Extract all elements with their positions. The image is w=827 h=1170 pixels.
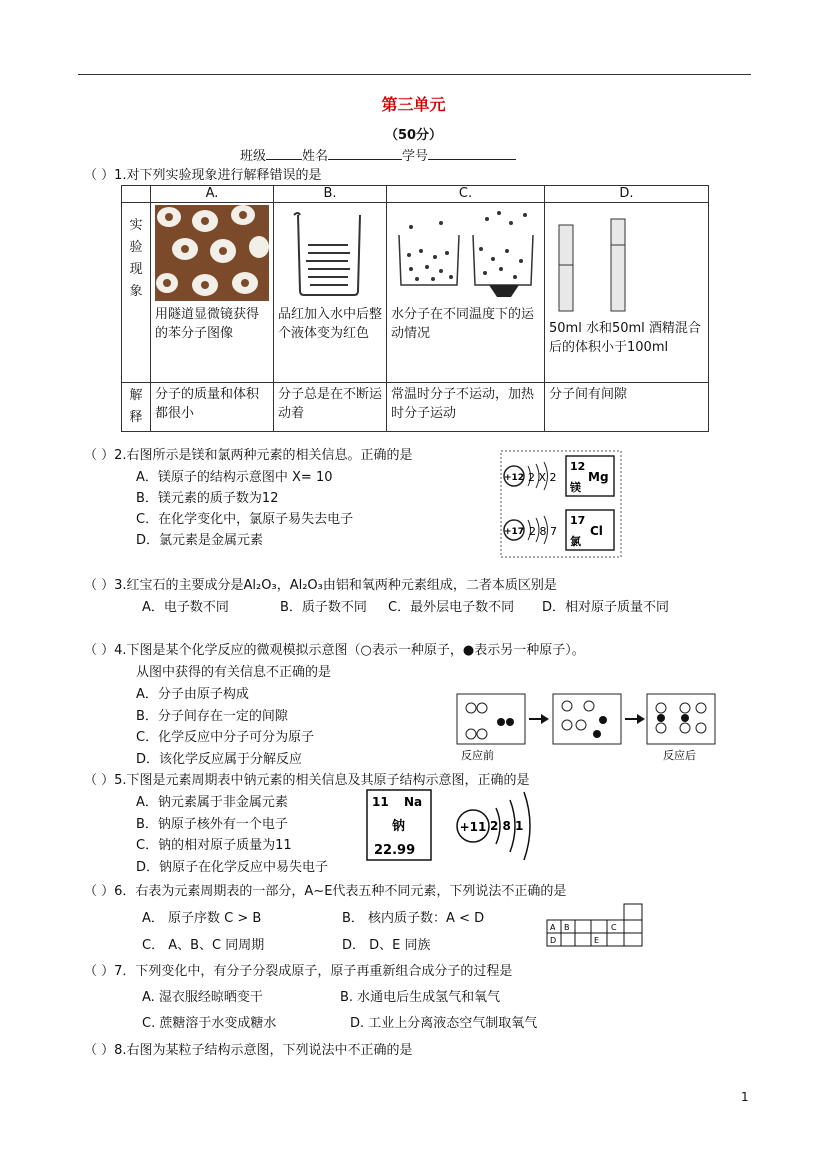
q3-stem: 3.红宝石的主要成分是Al₂O₃，Al₂O₃由铝和氧两种元素组成，二者本质区别是 <box>114 578 557 593</box>
q4-option-b: B．分子间存在一定的间隙 <box>136 709 288 724</box>
q6-answer-paren[interactable]: （ ） <box>84 884 115 899</box>
id-blank[interactable] <box>428 147 516 160</box>
cell-e: E <box>594 936 600 945</box>
q7-option-c: C. 蔗糖溶于水变成糖水 <box>142 1016 277 1031</box>
q6-option-b: B． 核内质子数：A < D <box>342 911 485 926</box>
q1-cell-c <box>387 203 545 383</box>
name-label: 姓名 <box>302 149 329 164</box>
q1-explanation-d: 分子间有间隙 <box>545 383 709 432</box>
q1-col-d: D. <box>545 186 709 203</box>
q2-stem: 2.右图所示是镁和氯两种元素的相关信息。正确的是 <box>114 448 413 463</box>
q5-option-d: D．钠原子在化学反应中易失电子 <box>136 860 329 875</box>
q6-option-a: A． 原子序数 C > B <box>142 911 262 926</box>
q4-answer-paren[interactable]: （ ） <box>84 643 115 658</box>
q5-stem: 5.下图是元素周期表中钠元素的相关信息及其原子结构示意图，正确的是 <box>114 773 530 788</box>
cl-number: 17 <box>570 514 586 527</box>
q1-table <box>121 185 709 432</box>
cell-d: D <box>550 936 557 945</box>
q8-stem: 8.右图为某粒子结构示意图，下列说法中不正确的是 <box>114 1043 413 1058</box>
q1-corner <box>122 186 151 203</box>
q5-answer-paren[interactable]: （ ） <box>84 773 115 788</box>
q1-question <box>84 164 322 183</box>
page-title: 第三单元 <box>381 95 446 114</box>
na-mass: 22.99 <box>374 843 416 858</box>
na-number: 11 <box>372 795 389 809</box>
q3-option-a: A．电子数不同 <box>142 600 229 615</box>
q4-option-a: A．分子由原子构成 <box>136 687 249 702</box>
na-name: 钠 <box>392 819 406 834</box>
header-rule <box>78 74 751 75</box>
q8-answer-paren[interactable]: （ ） <box>84 1043 115 1058</box>
mg-nucleus: +12 <box>503 473 525 483</box>
q4-option-d: D．该化学反应属于分解反应 <box>136 752 303 767</box>
q2-option-a: A．镁原子的结构示意图中 X= 10 <box>136 470 333 485</box>
mg-name: 镁 <box>570 481 581 494</box>
q4-stem: 4.下图是某个化学反应的微观模拟示意图（○表示一种原子，●表示另一种原子）。 <box>114 643 585 658</box>
q4-reaction-figure <box>455 692 731 764</box>
q1-explanation-a: 分子的质量和体积都很小 <box>151 383 274 432</box>
q5-question <box>84 769 530 788</box>
q1-phenomenon-c: 水分子在不同温度下的运动情况 <box>391 307 535 341</box>
cl-symbol: Cl <box>590 524 603 538</box>
q7-option-d: D. 工业上分离液态空气制取氧气 <box>350 1016 538 1031</box>
name-blank[interactable] <box>328 147 402 160</box>
q4-after-label: 反应后 <box>663 749 696 762</box>
q6-option-c: C． A、B、C 同周期 <box>142 938 265 953</box>
na-symbol: Na <box>404 795 423 809</box>
q8-question <box>84 1039 413 1058</box>
q2-answer-paren[interactable]: （ ） <box>84 448 115 463</box>
q1-row-explanation-label: 解释 <box>122 383 151 432</box>
cylinders-image <box>549 205 679 315</box>
q1-stem: 1.对下列实验现象进行解释错误的是 <box>114 168 322 183</box>
q4-option-c: C．化学反应中分子可分为原子 <box>136 730 315 745</box>
q6-option-d: D． D、E 同族 <box>342 938 431 953</box>
q1-row-phenomenon-label: 实验现象 <box>122 203 151 383</box>
cell-c: C <box>611 923 617 932</box>
q7-question <box>84 960 512 979</box>
page-number: 1 <box>741 1090 749 1104</box>
na-shells: 2 8 1 <box>490 819 524 833</box>
q3-option-c: C．最外层电子数不同 <box>388 600 515 615</box>
cl-nucleus: +17 <box>503 527 525 537</box>
class-label: 班级 <box>240 149 267 164</box>
q1-explanation-c: 常温时分子不运动，加热时分子运动 <box>387 383 545 432</box>
na-nucleus: +11 <box>459 820 487 834</box>
cl-name: 氯 <box>570 535 581 548</box>
q2-question <box>84 444 413 463</box>
id-label: 学号 <box>402 149 429 164</box>
q1-explanation-b: 分子总是在不断运动着 <box>274 383 387 432</box>
q2-element-figure <box>500 450 622 558</box>
q1-col-c: C. <box>387 186 545 203</box>
mg-number: 12 <box>570 460 586 473</box>
score-label: （50分） <box>384 128 443 143</box>
q6-stem: 6．右表为元素周期表的一部分，A~E代表五种不同元素，下列说法不正确的是 <box>114 884 567 899</box>
q3-answer-paren[interactable]: （ ） <box>84 578 115 593</box>
cell-b: B <box>564 923 570 932</box>
q4-question <box>84 639 585 658</box>
q1-phenomenon-d: 50ml 水和50ml 酒精混合后的体积小于100ml <box>549 321 701 355</box>
q3-question <box>84 574 557 593</box>
cell-a: A <box>550 923 556 932</box>
q4-stem-line2: 从图中获得的有关信息不正确的是 <box>136 665 332 680</box>
beaker-image <box>278 205 378 301</box>
q3-option-b: B．质子数不同 <box>280 600 367 615</box>
q7-option-a: A. 湿衣服经晾晒变干 <box>142 990 263 1005</box>
benzene-stm-image <box>155 205 269 301</box>
q5-option-c: C．钠的相对原子质量为11 <box>136 838 292 853</box>
q7-stem: 7．下列变化中，有分子分裂成原子，原子再重新组合成分子的过程是 <box>114 964 513 979</box>
q1-col-a: A. <box>151 186 274 203</box>
q7-option-b: B. 水通电后生成氢气和氧气 <box>340 990 501 1005</box>
q7-answer-paren[interactable]: （ ） <box>84 964 115 979</box>
q5-option-a: A．钠元素属于非金属元素 <box>136 795 288 810</box>
q6-question <box>84 880 566 899</box>
q2-option-c: C．在化学变化中，氯原子易失去电子 <box>136 512 354 527</box>
q4-before-label: 反应前 <box>461 749 494 762</box>
q1-col-b: B. <box>274 186 387 203</box>
q2-option-b: B．镁元素的质子数为12 <box>136 491 279 506</box>
student-info-line <box>240 145 516 164</box>
mg-shells: 2 X 2 <box>528 471 557 484</box>
q1-cell-a <box>151 203 274 383</box>
q1-phenomenon-a: 用隧道显微镜获得的苯分子图像 <box>155 307 260 341</box>
q5-option-b: B．钠原子核外有一个电子 <box>136 817 288 832</box>
q2-option-d: D．氯元素是金属元素 <box>136 533 264 548</box>
q1-cell-d <box>545 203 709 383</box>
water-molecules-image <box>391 205 539 301</box>
q1-answer-paren[interactable]: （ ） <box>84 168 115 183</box>
mg-symbol: Mg <box>588 470 609 484</box>
cl-shells: 2 8 7 <box>529 525 557 538</box>
q6-periodic-table-fragment <box>546 903 646 949</box>
q1-phenomenon-b: 品红加入水中后整个液体变为红色 <box>278 307 383 341</box>
q5-sodium-figure <box>366 788 550 864</box>
class-blank[interactable] <box>266 147 302 160</box>
q1-cell-b <box>274 203 387 383</box>
q3-option-d: D．相对原子质量不同 <box>542 600 670 615</box>
